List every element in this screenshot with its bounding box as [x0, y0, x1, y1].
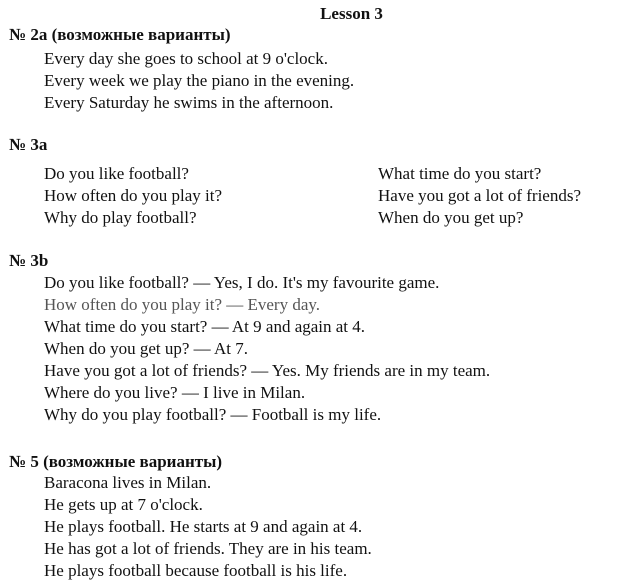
question-left: Do you like football?	[44, 164, 189, 183]
question-right: What time do you start?	[378, 164, 542, 183]
dialogue-line: Do you like football? — Yes, I do. It's my favourite game.	[44, 273, 440, 292]
question-left: How often do you play it?	[44, 186, 222, 205]
dialogue-line: Why do you play football? — Football is my life.	[44, 405, 382, 424]
question-right: Have you got a lot of friends?	[378, 186, 581, 205]
answer-line: Every week we play the piano in the evening.	[44, 71, 355, 90]
answer-line: He plays football because football is his life.	[44, 561, 348, 580]
section-heading-3a: № 3a	[9, 135, 48, 154]
page-title: Lesson 3	[320, 4, 383, 23]
dialogue-line: Have you got a lot of friends? — Yes. My friends are in my team.	[44, 361, 491, 380]
answer-line: Every Saturday he swims in the afternoon.	[44, 93, 334, 112]
dialogue-line: What time do you start? — At 9 and again at 4.	[44, 317, 366, 336]
answer-line: Every day she goes to school at 9 o'clock.	[44, 49, 328, 68]
dialogue-line: How often do you play it? — Every day.	[44, 295, 321, 314]
question-left: Why do play football?	[44, 208, 197, 227]
section-heading-5: № 5 (возможные варианты)	[9, 452, 223, 471]
section-heading-2a: № 2a (возможные варианты)	[9, 25, 231, 44]
dialogue-line: When do you get up? — At 7.	[44, 339, 248, 358]
section-heading-3b: № 3b	[9, 251, 49, 270]
question-right: When do you get up?	[378, 208, 524, 227]
answer-line: Baracona lives in Milan.	[44, 473, 212, 492]
answer-line: He has got a lot of friends. They are in his team.	[44, 539, 372, 558]
answer-line: He plays football. He starts at 9 and again at 4.	[44, 517, 363, 536]
dialogue-line: Where do you live? — I live in Milan.	[44, 383, 306, 402]
answer-line: He gets up at 7 o'clock.	[44, 495, 203, 514]
